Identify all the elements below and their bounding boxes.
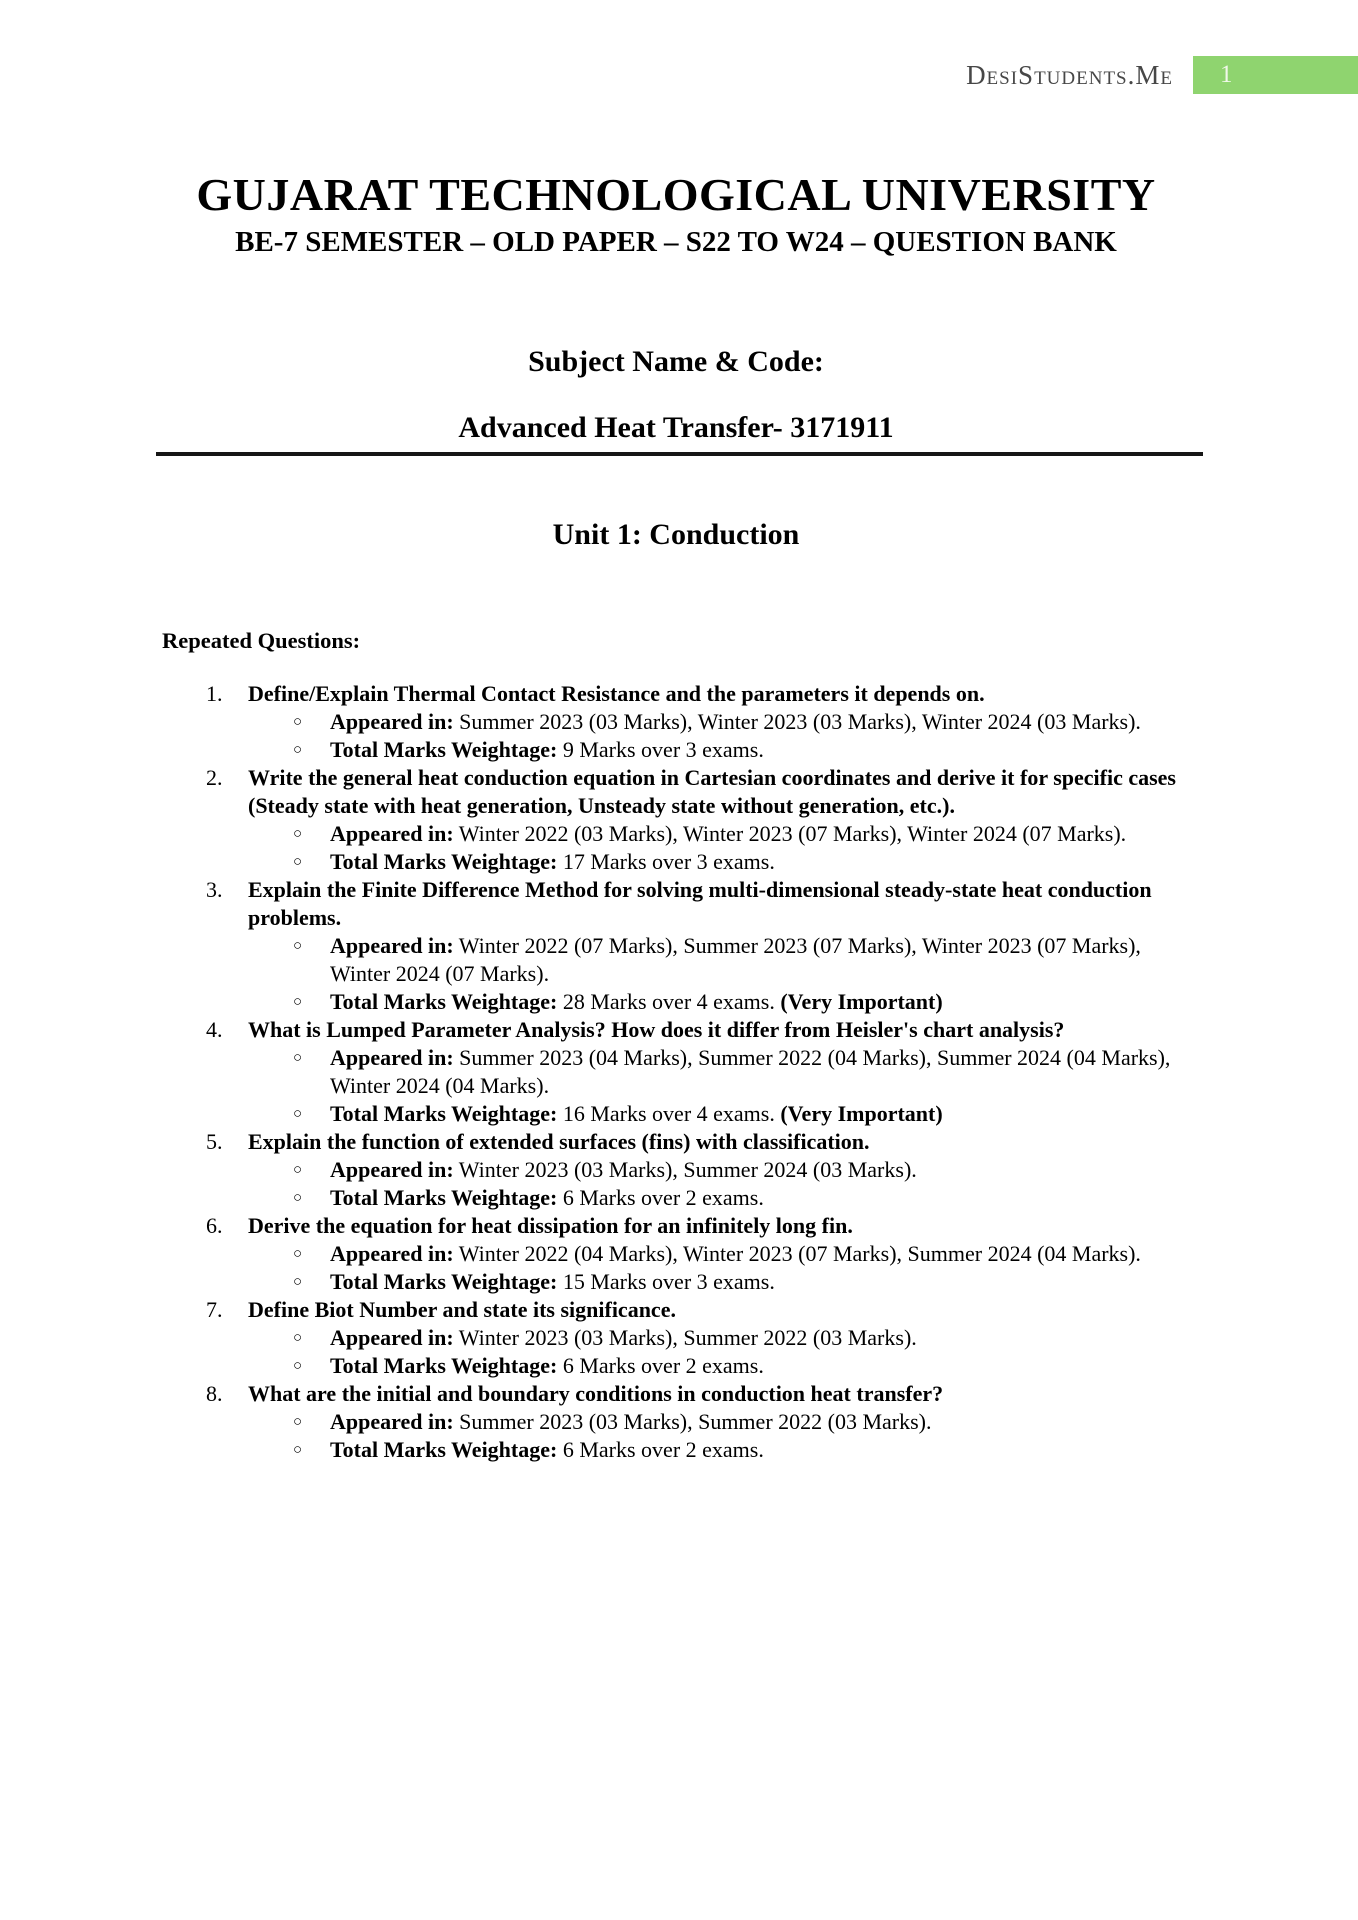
weightage-label: Total Marks Weightage: [330,1184,558,1210]
appeared-text [330,1156,917,1184]
circle-bullet-icon: ○ [293,1357,303,1374]
weightage-line [293,1184,917,1212]
question-number: 3. [206,876,223,902]
weightage-label: Total Marks Weightage: [330,736,558,762]
circle-bullet-icon: ○ [293,1161,303,1178]
circle-bullet-icon: ○ [293,1189,303,1206]
circle-bullet-icon: ○ [293,993,303,1010]
weightage-label: Total Marks Weightage: [330,988,558,1014]
question-item-4 [206,1016,1190,1128]
weightage-label: Total Marks Weightage: [330,1352,558,1378]
weightage-text [330,1436,943,1464]
appeared-line [293,1324,917,1352]
question-item-6 [206,1212,1190,1296]
section-heading: Repeated Questions: [162,627,361,653]
circle-bullet-icon: ○ [293,1105,303,1122]
appeared-value: Winter 2022 (03 Marks), Winter 2023 (07 Marks), Winter 2024 (07 Marks). [458,820,1127,846]
appeared-text [330,932,1190,988]
weightage-line [293,1100,1190,1128]
circle-bullet-icon: ○ [293,853,303,870]
important-note: (Very Important) [780,1100,943,1126]
question-text: Explain the function of extended surfaces (fins) with classification. [248,1128,870,1154]
subject-name: Advanced Heat Transfer- 3171911 [458,410,894,444]
weightage-line [293,1352,917,1380]
weightage-value: 9 Marks over 3 exams. [562,736,764,762]
question-number: 4. [206,1016,223,1042]
appeared-label: Appeared in: [330,932,454,958]
question-number: 1. [206,680,223,706]
question-item-1 [206,680,1190,764]
question-text: Define Biot Number and state its significance. [248,1296,676,1322]
site-name: DesiStudents.Me [966,59,1173,90]
important-note: (Very Important) [780,988,943,1014]
page-number-badge [1193,56,1358,94]
weightage-line [293,1268,1141,1296]
weightage-value: 6 Marks over 2 exams. [562,1184,764,1210]
appeared-text [330,1324,917,1352]
circle-bullet-icon: ○ [293,1273,303,1290]
weightage-text [330,1100,1190,1128]
weightage-value: 28 Marks over 4 exams. [562,988,775,1014]
appeared-line [293,932,1190,988]
question-text: Derive the equation for heat dissipation for an infinitely long fin. [248,1212,853,1238]
circle-bullet-icon: ○ [293,741,303,758]
appeared-value: Winter 2022 (04 Marks), Winter 2023 (07 Marks), Summer 2024 (04 Marks). [458,1240,1141,1266]
appeared-text [330,1240,1141,1268]
weightage-text [330,736,1141,764]
question-text: Write the general heat conduction equation in Cartesian coordinates and derive it for specific cases (Steady state with heat generation, Unsteady state without generation, etc.). [248,764,1176,818]
appeared-line [293,1408,943,1436]
page-number: 1 [1220,61,1233,88]
appeared-line [293,820,1190,848]
appeared-value: Summer 2023 (03 Marks), Winter 2023 (03 Marks), Winter 2024 (03 Marks). [459,708,1141,734]
appeared-value: Winter 2022 (07 Marks), Summer 2023 (07 Marks), Winter 2023 (07 Marks), Winter 2024 (07 Marks). [330,932,1141,986]
weightage-text [330,988,1190,1016]
appeared-text [330,820,1190,848]
weightage-line [293,848,1190,876]
weightage-line [293,1436,943,1464]
circle-bullet-icon: ○ [293,1441,303,1458]
weightage-text [330,1268,1141,1296]
appeared-line [293,1044,1190,1100]
appeared-value: Summer 2023 (04 Marks), Summer 2022 (04 Marks), Summer 2024 (04 Marks), Winter 2024 (04 Marks). [330,1044,1171,1098]
appeared-line [293,708,1141,736]
appeared-value: Winter 2023 (03 Marks), Summer 2022 (03 Marks). [458,1324,917,1350]
question-item-5 [206,1128,1190,1212]
appeared-label: Appeared in: [330,1044,454,1070]
circle-bullet-icon: ○ [293,1049,303,1066]
weightage-text [330,1184,917,1212]
circle-bullet-icon: ○ [293,713,303,730]
circle-bullet-icon: ○ [293,1329,303,1346]
weightage-value: 6 Marks over 2 exams. [562,1436,764,1462]
appeared-label: Appeared in: [330,1408,454,1434]
weightage-label: Total Marks Weightage: [330,1100,558,1126]
appeared-label: Appeared in: [330,820,454,846]
circle-bullet-icon: ○ [293,1245,303,1262]
appeared-label: Appeared in: [330,1324,454,1350]
question-text: Define/Explain Thermal Contact Resistance and the parameters it depends on. [248,680,985,706]
unit-title: Unit 1: Conduction [552,517,800,551]
appeared-value: Winter 2023 (03 Marks), Summer 2024 (03 Marks). [458,1156,917,1182]
appeared-text [330,708,1141,736]
weightage-value: 16 Marks over 4 exams. [562,1100,775,1126]
circle-bullet-icon: ○ [293,1413,303,1430]
question-item-8 [206,1380,1190,1464]
weightage-line [293,988,1190,1016]
weightage-label: Total Marks Weightage: [330,1436,558,1462]
question-number: 5. [206,1128,223,1154]
circle-bullet-icon: ○ [293,937,303,954]
subject-label: Subject Name & Code: [528,344,824,378]
weightage-value: 6 Marks over 2 exams. [562,1352,764,1378]
question-item-7 [206,1296,1190,1380]
weightage-line [293,736,1141,764]
weightage-label: Total Marks Weightage: [330,1268,558,1294]
appeared-line [293,1156,917,1184]
question-item-2 [206,764,1190,876]
appeared-label: Appeared in: [330,1156,454,1182]
question-number: 6. [206,1212,223,1238]
divider-line [156,452,1203,456]
question-text: What is Lumped Parameter Analysis? How does it differ from Heisler's chart analysis? [248,1016,1065,1042]
question-number: 2. [206,764,223,790]
question-text: Explain the Finite Difference Method for solving multi-dimensional steady-state heat conduction problems. [248,876,1152,930]
weightage-text [330,1352,917,1380]
questions-list [162,680,1190,1464]
question-text: What are the initial and boundary conditions in conduction heat transfer? [248,1380,944,1406]
question-number: 7. [206,1296,223,1322]
university-title: GUJARAT TECHNOLOGICAL UNIVERSITY [196,169,1156,220]
weightage-text [330,848,1190,876]
page-header [966,55,1358,95]
question-item-3 [206,876,1190,1016]
appeared-text [330,1408,943,1436]
appeared-value: Summer 2023 (03 Marks), Summer 2022 (03 Marks). [459,1408,932,1434]
circle-bullet-icon: ○ [293,825,303,842]
appeared-label: Appeared in: [330,708,454,734]
appeared-label: Appeared in: [330,1240,454,1266]
appeared-line [293,1240,1141,1268]
weightage-value: 17 Marks over 3 exams. [562,848,775,874]
weightage-value: 15 Marks over 3 exams. [562,1268,775,1294]
weightage-label: Total Marks Weightage: [330,848,558,874]
paper-subtitle: BE-7 SEMESTER – OLD PAPER – S22 TO W24 – QUESTION BANK [235,225,1117,258]
question-number: 8. [206,1380,223,1406]
appeared-text [330,1044,1190,1100]
